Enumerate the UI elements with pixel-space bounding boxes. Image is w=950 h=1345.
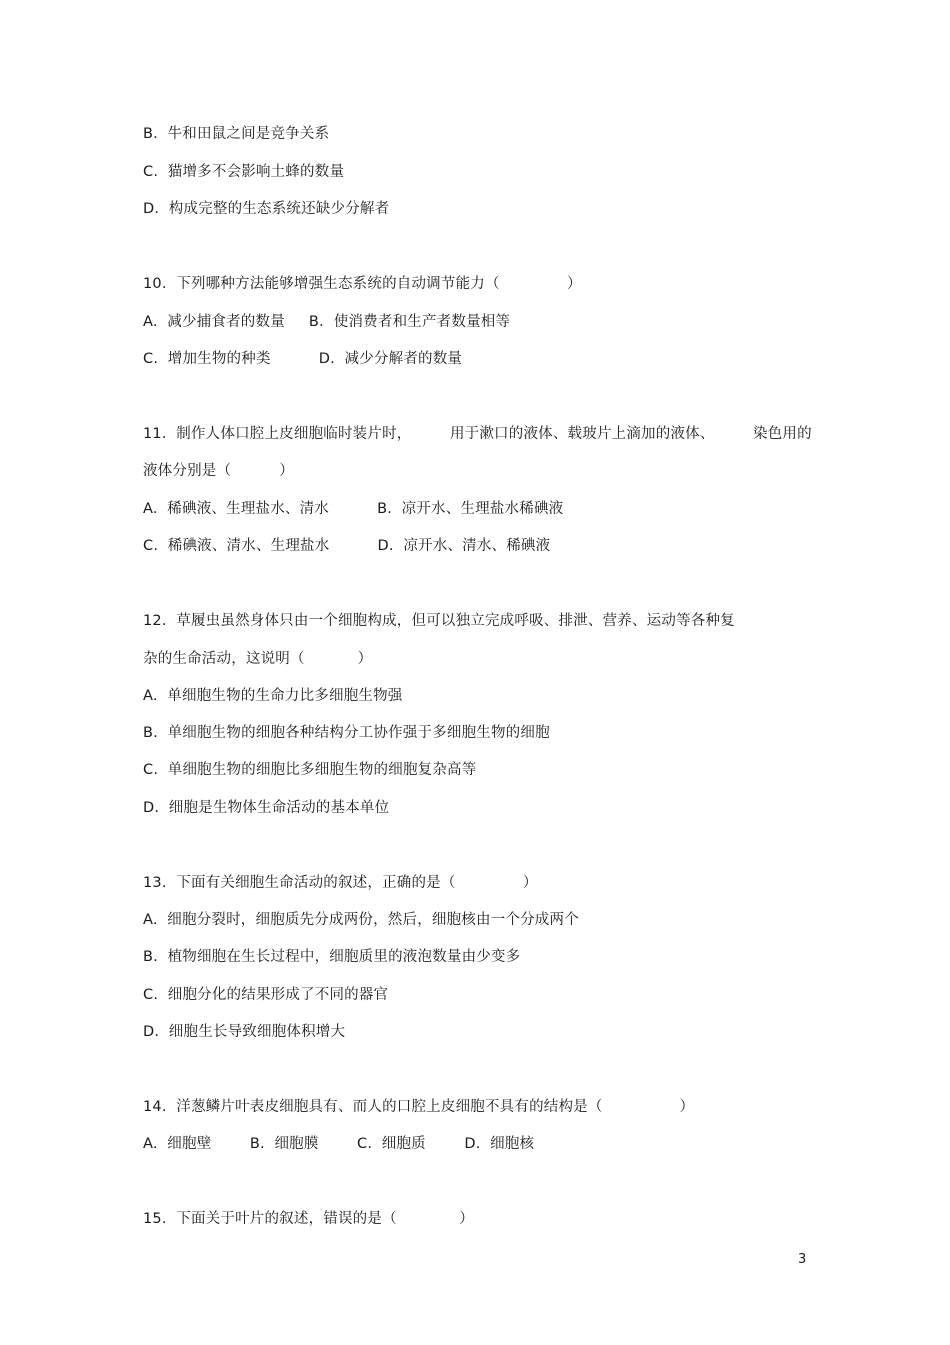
question-12-line-2: 杂的生命活动，这说明（ ） [143,651,373,667]
option-9d: D. 构成完整的生态系统还缺少分解者 [143,201,390,217]
options-11-cd: C. 稀碘液、清水、生理盐水 D. 凉开水、清水、稀碘液 [143,538,551,554]
options-14: A. 细胞壁 B. 细胞膜 C. 细胞质 D. 细胞核 [143,1136,535,1152]
question-13: 13. 下面有关细胞生命活动的叙述，正确的是（ ） [143,875,538,891]
question-12-line-1: 12. 草履虫虽然身体只由一个细胞构成，但可以独立完成呼吸、排泄、营养、运动等各种复 [143,613,735,629]
option-13c: C. 细胞分化的结果形成了不同的器官 [143,987,389,1003]
question-15: 15. 下面关于叶片的叙述，错误的是（ ） [143,1211,474,1227]
option-13d: D. 细胞生长导致细胞体积增大 [143,1024,346,1040]
option-12c: C. 单细胞生物的细胞比多细胞生物的细胞复杂高等 [143,762,477,778]
question-10: 10. 下列哪种方法能够增强生态系统的自动调节能力（ ） [143,276,582,292]
options-10-ab: A. 减少捕食者的数量 B．使消费者和生产者数量相等 [143,314,511,330]
question-14: 14. 洋葱鳞片叶表皮细胞具有、而人的口腔上皮细胞不具有的结构是（ ） [143,1099,695,1115]
option-9c: C. 猫增多不会影响土蜂的数量 [143,164,345,180]
option-13b: B. 植物细胞在生长过程中，细胞质里的液泡数量由少变多 [143,949,521,965]
option-12d: D. 细胞是生物体生命活动的基本单位 [143,800,390,816]
options-11-ab: A. 稀碘液、生理盐水、清水 B. 凉开水、生理盐水稀碘液 [143,501,564,517]
option-13a: A. 细胞分裂时，细胞质先分成两份，然后，细胞核由一个分成两个 [143,912,579,928]
options-10-cd: C. 增加生物的种类 D. 减少分解者的数量 [143,351,463,367]
option-9b: B. 牛和田鼠之间是竞争关系 [143,126,330,142]
option-12a: A. 单细胞生物的生命力比多细胞生物强 [143,688,403,704]
question-11-line-2: 液体分别是（ ） [143,463,294,479]
page-number: 3 [798,1252,807,1267]
question-11-line-1: 11. 制作人体口腔上皮细胞临时装片时， 用于漱口的液体、载玻片上滴加的液体、 染色用的 [143,426,812,442]
option-12b: B. 单细胞生物的细胞各种结构分工协作强于多细胞生物的细胞 [143,725,550,741]
